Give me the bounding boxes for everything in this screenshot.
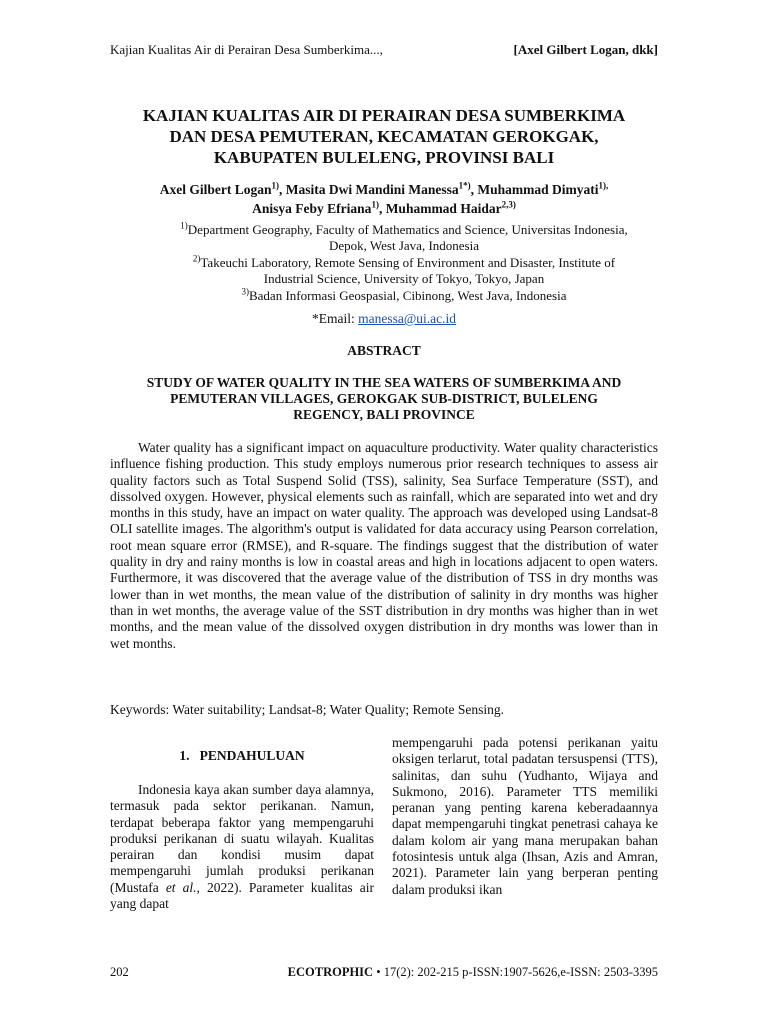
- keywords: Keywords: Water suitability; Landsat-8; Water Quality; Remote Sensing.: [110, 702, 505, 717]
- running-head-right: [Axel Gilbert Logan, dkk]: [513, 42, 658, 57]
- page-footer: [110, 965, 658, 980]
- intro-text: Indonesia kaya akan sumber daya alamnya, termasuk pada sektor perikanan. Namun, terdapat beberapa faktor yang mempengaruhi produksi perikanan di suatu wilayah. Kualitas perairan dan kondisi musim dapat mempengaruhi jumlah produksi perikanan (Mustafa: [110, 782, 374, 895]
- affiliation-2: [150, 255, 658, 287]
- author-name: , Muhammad Dimyati: [470, 182, 599, 197]
- author-affil-marker: 1*): [458, 180, 471, 191]
- abstract-title-line: STUDY OF WATER QUALITY IN THE SEA WATERS OF SUMBERKIMA AND: [146, 375, 622, 390]
- author-name: Axel Gilbert Logan: [159, 182, 272, 197]
- author-name: Anisya Feby Efriana: [252, 201, 372, 216]
- contact-email: [110, 311, 658, 327]
- affiliation-text: Takeuchi Laboratory, Remote Sensing of Environment and Disaster, Institute of: [200, 255, 616, 270]
- affiliation-text: Department Geography, Faculty of Mathematics and Science, Universitas Indonesia,: [187, 222, 628, 237]
- abstract-heading: ABSTRACT: [347, 343, 421, 358]
- journal-name: ECOTROPHIC: [287, 965, 374, 979]
- intro-text: , 2022). Parameter kualitas air yang dapat: [110, 879, 374, 912]
- author-affil-marker: 2,3): [501, 199, 516, 210]
- abstract-title-line: REGENCY, BALI PROVINCE: [293, 407, 475, 422]
- journal-details: • 17(2): 202-215 p-ISSN:1907-5626,e-ISSN: 2503-3395: [373, 965, 658, 979]
- abstract-title: [110, 375, 658, 423]
- affiliation-line: [150, 222, 658, 238]
- page-number: 202: [110, 965, 129, 979]
- intro-italic-text: et al.: [165, 879, 197, 895]
- journal-info: [288, 965, 658, 980]
- author-affil-marker: 1): [271, 180, 279, 191]
- running-head: [110, 42, 658, 58]
- author-list: [110, 180, 658, 218]
- title-line: KAJIAN KUALITAS AIR DI PERAIRAN DESA SUMBERKIMA: [142, 106, 626, 125]
- author-line: [110, 180, 658, 199]
- affiliation-marker: 3): [241, 286, 249, 297]
- affiliation-3: [150, 288, 658, 304]
- author-line: [110, 199, 658, 218]
- author-name: , Masita Dwi Mandini Manessa: [278, 182, 459, 197]
- title-line: DAN DESA PEMUTERAN, KECAMATAN GEROKGAK,: [169, 127, 599, 146]
- abstract-title-line: PEMUTERAN VILLAGES, GEROKGAK SUB-DISTRICT, BULELENG: [170, 391, 598, 406]
- section-heading: 1. PENDAHULUAN: [179, 748, 305, 763]
- running-head-left: Kajian Kualitas Air di Perairan Desa Sumberkima...,: [110, 42, 383, 57]
- intro-left-column: [110, 782, 374, 912]
- author-affil-marker: 1),: [598, 180, 609, 191]
- author-affil-marker: 1): [371, 199, 379, 210]
- abstract-body: Water quality has a significant impact on aquaculture productivity. Water quality characteristics influence fishing production. This study employs numerous prior research techniques to assess air quality factors such as Total Suspend Solid (TSS), salinity, Sea Surface Temperature (SST), and dissolved oxygen. However, physical elements such as rainfall, which are separated into wet and dry months in this study, have an impact on water quality. The approach was developed using Landsat-8 OLI satellite images. The algorithm's output is validated for data accuracy using Pearson correlation, root mean square error (RMSE), and R-square. The findings suggest that the distribution of water quality in dry and rainy months is low in coastal areas and high in locations adjacent to open waters. Furthermore, it was discovered that the average value of the distribution of TSS in dry months was lower than in wet months, the mean value of the distribution of salinity in dry months was higher than in wet months, the average value of the SST distribution in dry months was higher than in wet months, and the mean value of the dissolved oxygen distribution in dry months was lower than in wet months.: [110, 440, 658, 651]
- affiliation-marker: 1): [180, 220, 188, 231]
- email-label: *Email:: [311, 311, 359, 326]
- email-link[interactable]: manessa@ui.ac.id: [358, 311, 457, 326]
- affiliation-text: Depok, West Java, Indonesia: [329, 238, 479, 253]
- affiliation-marker: 2): [192, 253, 201, 264]
- affiliation-text: Badan Informasi Geospasial, Cibinong, West Java, Indonesia: [248, 288, 567, 303]
- affiliation-line: [150, 288, 658, 304]
- author-name: , Muhammad Haidar: [378, 201, 502, 216]
- affiliation-1: [150, 222, 658, 254]
- affiliation-text: Industrial Science, University of Tokyo, Tokyo, Japan: [263, 271, 545, 286]
- affiliation-line: [150, 255, 658, 271]
- intro-right-column: mempengaruhi pada potensi perikanan yaitu oksigen terlarut, total padatan tersuspensi (TTS), salinitas, dan suhu (Yudhanto, Wijaya and Sukmono, 2016). Parameter TTS memiliki peranan yang penting karena keberadaannya dapat mempengaruhi tingkat penetrasi cahaya ke dalam kolom air yang mana merupakan bahan fotosintesis untuk alga (Ihsan, Azis and Amran, 2021). Parameter lain yang berperan penting dalam produksi ikan: [392, 735, 658, 897]
- title-line: KABUPATEN BULELENG, PROVINSI BALI: [213, 148, 555, 167]
- paper-title: [110, 105, 658, 168]
